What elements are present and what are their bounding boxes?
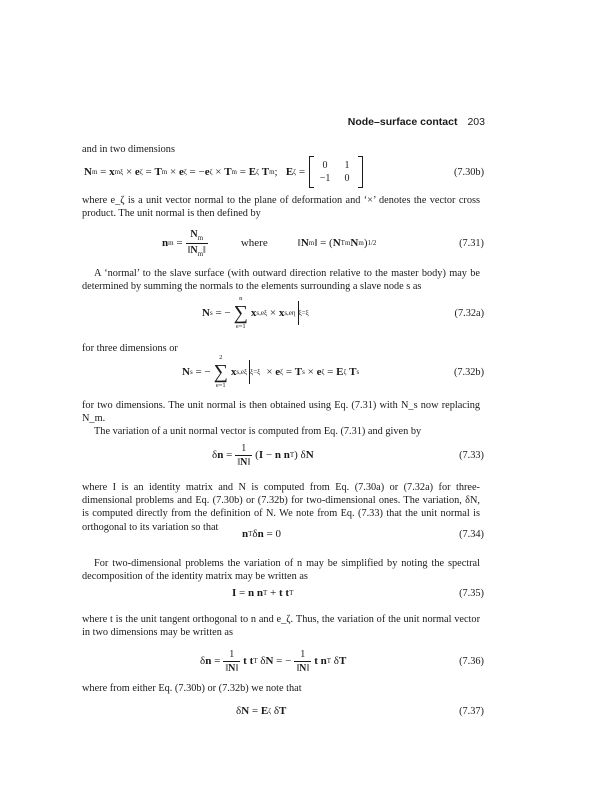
equation-7-34: [82, 512, 484, 556]
paragraph-8: For two-dimensional problems the variation of n may be simplified by noting the spectral decomposition of the identity matrix may be written as: [82, 558, 480, 583]
equation-number: (7.33): [459, 449, 484, 461]
equation-body: N s = − 2 ∑ e=1 x s,e ξ ξ=ξ × e ζ = T s × e ζ = E ζ T s: [182, 354, 360, 389]
equation-number: (7.36): [459, 655, 484, 667]
equation-7-35: [82, 571, 484, 615]
equation-7-31: [82, 221, 484, 265]
equation-body: N m = x m ξ × e ζ = T m × e ζ = − e ζ × T m = E ζ T m ; E ζ = 0 1 −1 0: [84, 150, 367, 194]
equation-number: (7.32b): [453, 366, 484, 378]
equation-7-30b: [82, 150, 484, 194]
fraction: $\frac{N_m}{‖N_m‖}$: [187, 228, 206, 258]
equation-body: δ N = E ζ δ T: [236, 705, 287, 717]
fraction: $\frac{1}{‖N‖}$: [296, 648, 310, 674]
page-number: 203: [467, 116, 485, 128]
paragraph-2: where e_ζ is a unit vector normal to the plane of deformation and ‘×’ denotes the vector cross product. The unit normal is then defined by: [82, 195, 480, 220]
paragraph-7: where I is an identity matrix and N is computed from Eq. (7.30a) or (7.32a) for three-dimensional problems and Eq. (7.30b) or (7.32b) for two-dimensional ones. The variation, δN, is computed directly from the definition of N. We note from Eq. (7.33) that the unit normal is orthogonal to its variation so that: [82, 482, 480, 533]
fraction: $\frac{1}{‖N‖}$: [225, 648, 239, 674]
equation-number: (7.37): [459, 705, 484, 717]
equation-number: (7.31): [459, 237, 484, 249]
running-header: [348, 116, 485, 128]
paragraph-5: for two dimensions. The unit normal is then obtained using Eq. (7.31) with N_s now replacing N_m.: [82, 400, 480, 425]
summation: 2 ∑ e=1: [213, 354, 228, 389]
equation-number: (7.32a): [454, 307, 484, 319]
paragraph-1: and in two dimensions: [82, 144, 175, 155]
paragraph-6: The variation of a unit normal vector is computed from Eq. (7.31) and given by: [94, 426, 422, 437]
equation-body: δ n = $\frac{1}{‖N‖}$ t t T δ N = − $\frac{1}{‖N‖}$ t n T δ T: [200, 648, 347, 674]
equation-body: n T δ n = 0: [242, 528, 281, 540]
e-zeta-matrix: 0 1 −1 0: [309, 156, 363, 188]
equation-body: I = n n T + t t T: [232, 587, 294, 599]
paragraph-10: where from either Eq. (7.30b) or (7.32b) we note that: [82, 683, 302, 694]
equation-7-33: [82, 433, 484, 477]
paragraph-3: A ‘normal’ to the slave surface (with outward direction relative to the master body) may be determined by summing the normals to the elements surrounding a slave node s as: [82, 268, 480, 293]
paragraph-4: for three dimensions or: [82, 343, 178, 354]
equation-body: n m = $\frac{N_m}{‖N_m‖}$ where ‖ N m ‖ = ( N T m N m ) 1/2: [162, 228, 377, 258]
equation-body: δ n = $\frac{1}{‖N‖}$ ( I − n n T ) δ N: [212, 442, 314, 468]
equation-7-32b: [82, 350, 484, 394]
header-title: Node–surface contact: [347, 116, 458, 128]
fraction: $\frac{1}{‖N‖}$: [237, 442, 251, 468]
equation-body: N s = − n ∑ e=1 x s,e ξ × x s,e η ξ=ξ: [202, 295, 309, 330]
equation-7-36: [82, 639, 484, 683]
equation-number: (7.35): [459, 587, 484, 599]
equation-7-37: [82, 689, 484, 733]
equation-number: (7.30b): [453, 166, 484, 178]
paragraph-9: where t is the unit tangent orthogonal to n and e_ζ. Thus, the variation of the unit normal vector in two dimensions may be written as: [82, 614, 480, 639]
summation: n ∑ e=1: [233, 295, 248, 330]
equation-7-32a: [82, 291, 484, 335]
equation-number: (7.34): [459, 528, 484, 540]
